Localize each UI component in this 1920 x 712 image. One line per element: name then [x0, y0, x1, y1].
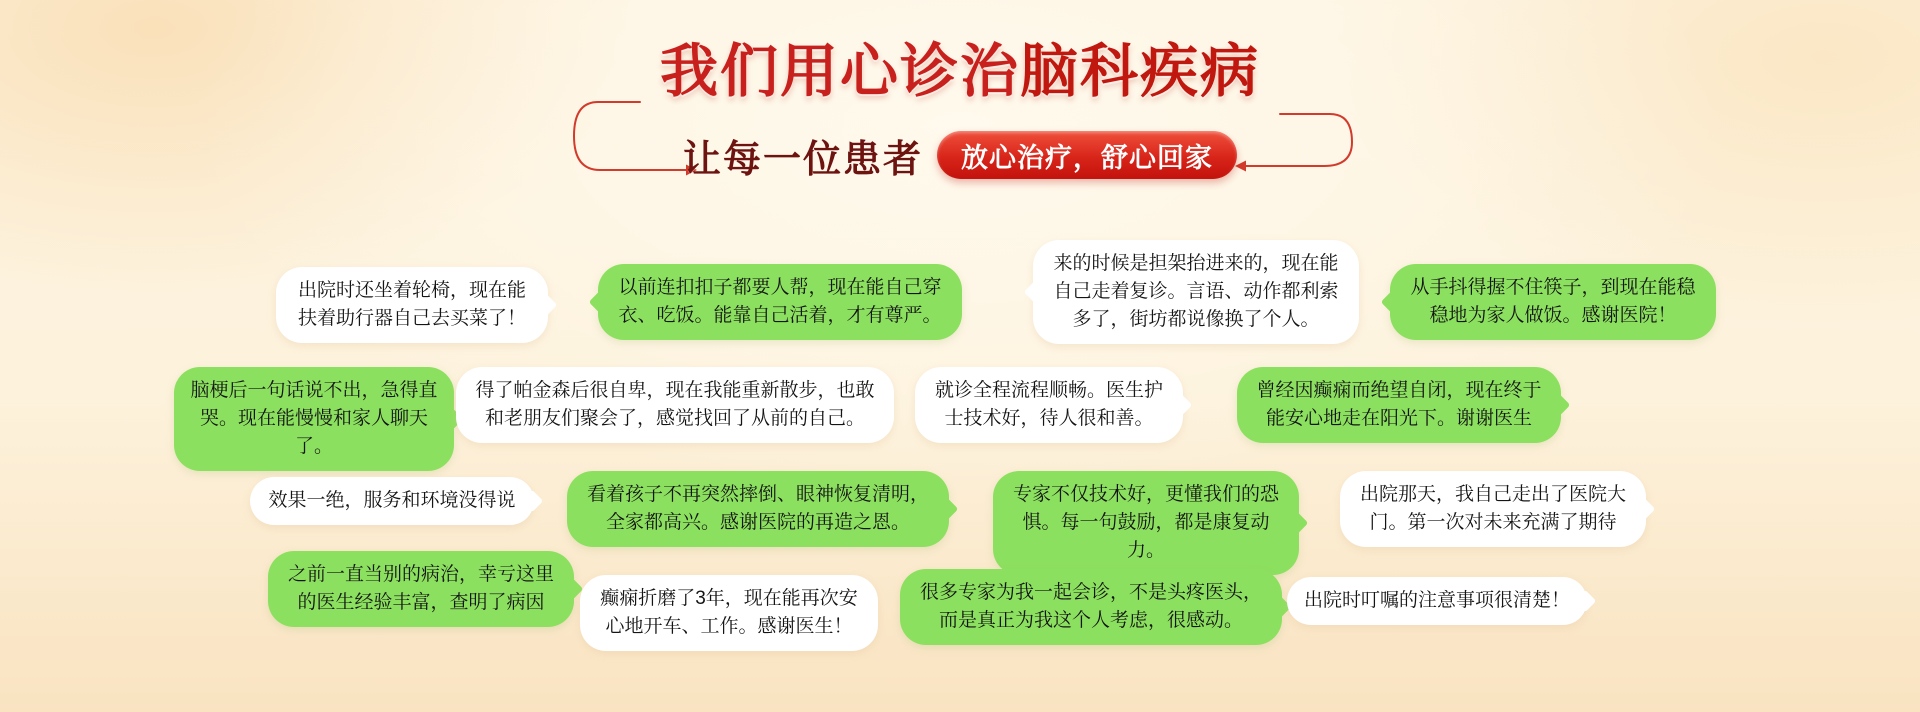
testimonial-bubble — [276, 267, 548, 343]
subtitle-text: 让每一位患者 — [682, 138, 923, 181]
testimonial-bubble — [456, 367, 894, 443]
testimonial-bubble — [598, 264, 962, 340]
testimonial-text: 看着孩子不再突然摔倒、眼神恢复清明，全家都高兴。感谢医院的再造之恩。 — [586, 484, 929, 533]
bubble-tail-icon — [521, 490, 544, 513]
page-title-part1: 我们用心诊治 — [659, 39, 1020, 104]
testimonial-text: 以前连扣扣子都要人帮，现在能自己穿衣、吃饭。能靠自己活着，才有尊严。 — [618, 277, 942, 326]
testimonial-bubble — [1287, 577, 1587, 625]
testimonial-bubble — [1340, 471, 1646, 547]
testimonial-text: 从手抖得握不住筷子，到现在能稳稳地为家人做饭。感谢医院！ — [1410, 277, 1696, 326]
testimonial-text: 很多专家为我一起会诊，不是头疼医头，而是真正为我这个人考虑，很感动。 — [919, 582, 1262, 631]
testimonial-bubble — [1237, 367, 1561, 443]
testimonial-text: 就诊全程流程顺畅。医生护士技术好，待人很和善。 — [934, 380, 1163, 429]
testimonial-bubble — [567, 471, 949, 547]
testimonial-text: 出院那天，我自己走出了医院大门。第一次对未来充满了期待 — [1359, 484, 1626, 533]
bubble-tail-icon — [1170, 394, 1193, 417]
bubble-tail-icon — [1548, 394, 1571, 417]
testimonial-text: 癫痫折磨了3年，现在能再次安心地开车、工作。感谢医生！ — [600, 588, 858, 637]
testimonial-bubble — [1390, 264, 1716, 340]
bubble-tail-icon — [1633, 498, 1656, 521]
bubble-tail-icon — [1381, 291, 1404, 314]
testimonial-text: 得了帕金森后很自卑，现在我能重新散步，也敢和老朋友们聚会了，感觉找回了从前的自己。 — [475, 380, 875, 429]
page-title-part2: 脑科疾病 — [1020, 39, 1261, 104]
testimonial-text: 专家不仅技术好，更懂我们的恐惧。每一句鼓励，都是康复动力。 — [1012, 484, 1279, 561]
slogan-badge: 放心治疗，舒心回家 — [937, 131, 1237, 179]
testimonial-text: 来的时候是担架抬进来的，现在能自己走着复诊。言语、动作都利索多了，街坊都说像换了个人。 — [1053, 253, 1339, 330]
bubble-tail-icon — [1574, 590, 1597, 613]
testimonial-bubble — [580, 575, 878, 651]
bubble-tail-icon — [1024, 281, 1047, 304]
testimonial-text: 之前一直当别的病治，幸亏这里的医生经验丰富，查明了病因 — [287, 564, 554, 613]
testimonial-text: 脑梗后一句话说不出，急得直哭。现在能慢慢和家人聊天了。 — [190, 380, 438, 457]
bubble-tail-icon — [535, 294, 558, 317]
testimonial-text: 效果一绝，服务和环境没得说 — [268, 490, 516, 511]
testimonial-bubble — [250, 477, 534, 525]
bubble-tail-icon — [1286, 512, 1309, 535]
testimonial-bubble — [268, 551, 574, 627]
page-title — [0, 40, 1920, 104]
testimonial-bubble — [174, 367, 454, 471]
testimonial-bubble — [1033, 240, 1359, 344]
testimonial-bubble — [993, 471, 1299, 575]
testimonial-bubble — [915, 367, 1183, 443]
testimonial-bubble — [900, 569, 1282, 645]
testimonial-text: 曾经因癫痫而绝望自闭，现在终于能安心地走在阳光下。谢谢医生 — [1256, 380, 1542, 429]
bubble-tail-icon — [936, 498, 959, 521]
testimonial-text: 出院时还坐着轮椅，现在能扶着助行器自己去买菜了！ — [297, 280, 526, 329]
bubble-tail-icon — [589, 291, 612, 314]
subtitle-row — [0, 130, 1920, 180]
testimonial-text: 出院时叮嘱的注意事项很清楚！ — [1303, 590, 1570, 611]
